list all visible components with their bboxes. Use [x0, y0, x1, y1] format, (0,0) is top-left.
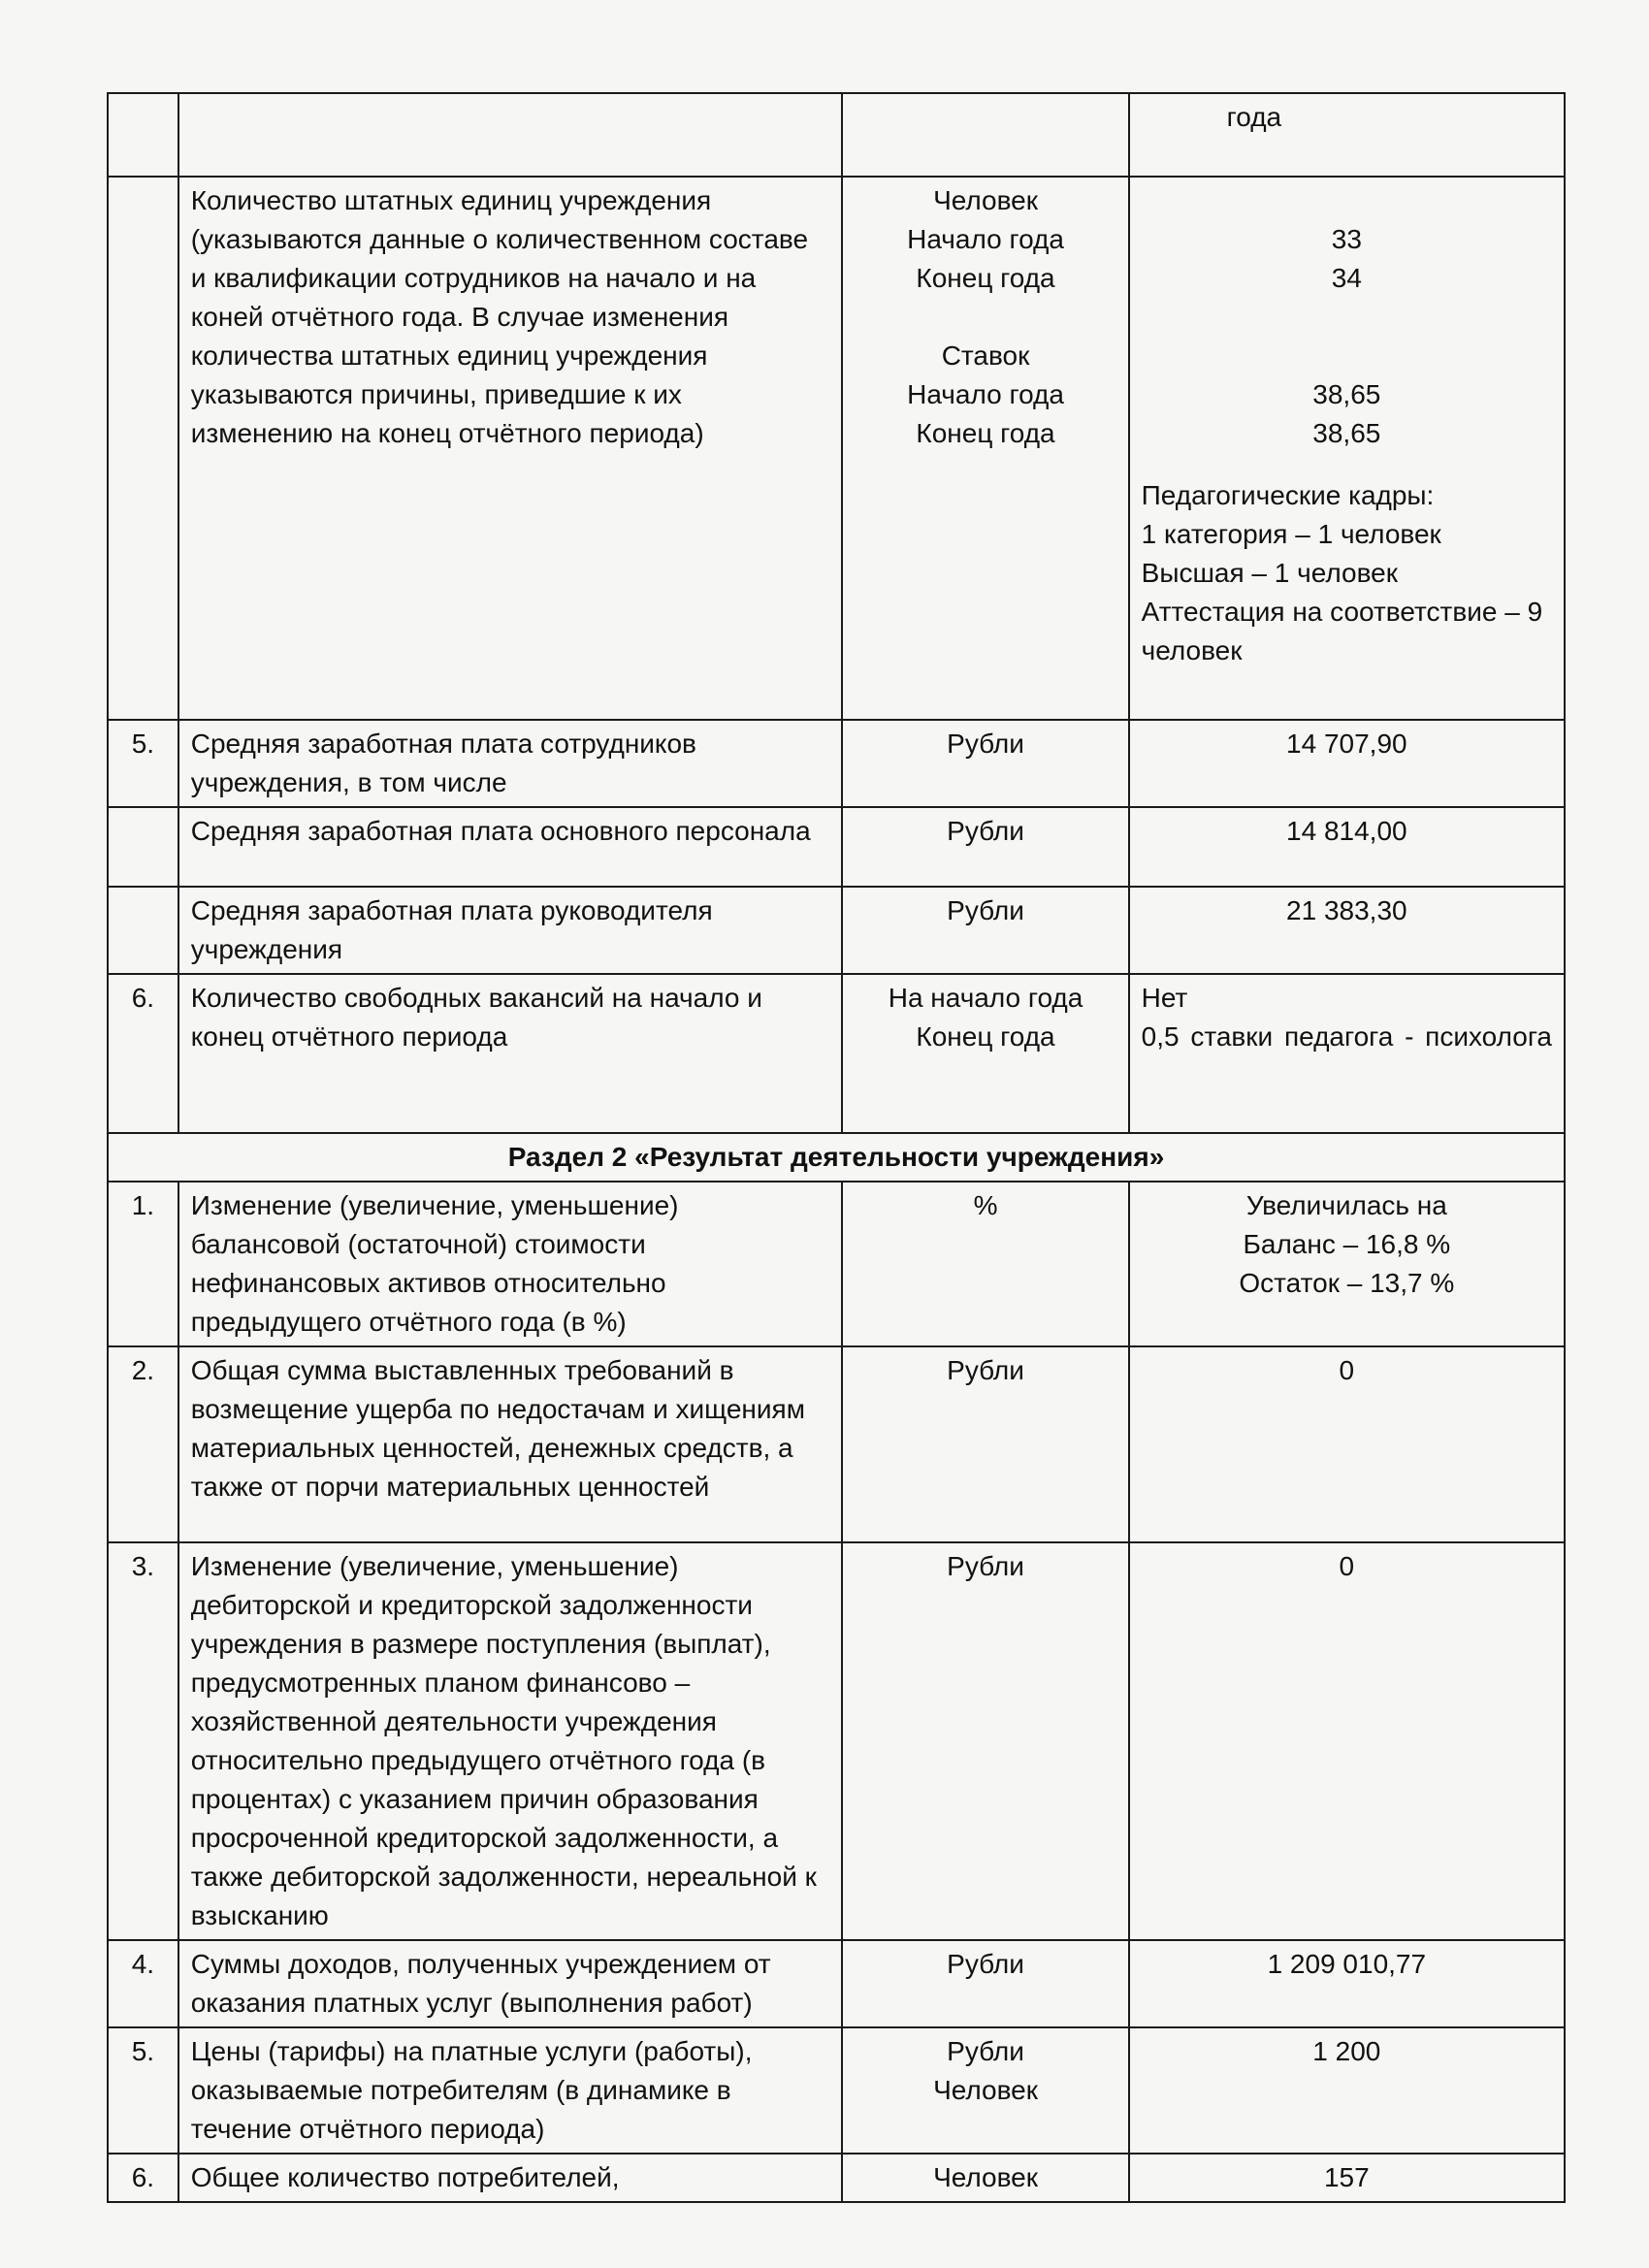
table-row — [108, 2154, 1565, 2202]
row-number: 4. — [108, 1940, 178, 2027]
row-name: Средняя заработная плата руководителя учреждения — [178, 887, 843, 974]
row-unit — [842, 2027, 1128, 2154]
table-row — [108, 93, 1565, 177]
row-number — [108, 807, 178, 887]
row-unit: Человек — [842, 2154, 1128, 2202]
unit-start-year: Начало года — [907, 379, 1064, 409]
value-text: года — [1226, 102, 1282, 132]
ped-staff-category-1: 1 категория – 1 человек — [1141, 519, 1441, 549]
value-balance: Баланс – 16,8 % — [1243, 1229, 1451, 1259]
unit-rubles: Рубли — [947, 2036, 1024, 2066]
section-2-title: Раздел 2 «Результат деятельности учреждения» — [108, 1133, 1565, 1182]
row-unit — [842, 93, 1128, 177]
row-name: Изменение (увеличение, уменьшение) дебиторской и кредиторской задолженности учреждения в размере поступления (выплат), предусмотренных планом финансово – хозяйственной деятельности учреждения относительно предыдущего отчётного года (в процентах) с указанием причин образования просроченной кредиторской задолженности, а также дебиторской задолженности, нереальной к взысканию — [178, 1542, 843, 1940]
table-row — [108, 807, 1565, 887]
ped-staff-highest: Высшая – 1 человек — [1141, 558, 1398, 588]
row-value: 14 814,00 — [1129, 807, 1565, 887]
row-number: 3. — [108, 1542, 178, 1940]
row-value: 21 383,30 — [1129, 887, 1565, 974]
row-name: Общее количество потребителей, — [178, 2154, 843, 2202]
row-name — [178, 93, 843, 177]
value-start-rates: 38,65 — [1312, 379, 1381, 409]
row-value — [1129, 93, 1565, 177]
row-unit — [842, 974, 1128, 1133]
row-value — [1129, 1182, 1565, 1346]
table-row — [108, 887, 1565, 974]
row-value: 1 200 — [1129, 2027, 1565, 2154]
row-value — [1129, 974, 1565, 1133]
row-unit: Рубли — [842, 1940, 1128, 2027]
table-row — [108, 1940, 1565, 2027]
unit-end-year: Конец года — [916, 263, 1055, 293]
table-row — [108, 177, 1565, 720]
row-number — [108, 177, 178, 720]
table-row — [108, 1542, 1565, 1940]
row-value: 0 — [1129, 1542, 1565, 1940]
row-name: Количество свободных вакансий на начало и конец отчётного периода — [178, 974, 843, 1133]
row-name: Изменение (увеличение, уменьшение) балансовой (остаточной) стоимости нефинансовых активов относительно предыдущего отчётного года (в %) — [178, 1182, 843, 1346]
row-number — [108, 93, 178, 177]
row-unit: % — [842, 1182, 1128, 1346]
row-value: 157 — [1129, 2154, 1565, 2202]
unit-start-year: Начало года — [907, 224, 1064, 254]
unit-people: Человек — [933, 2075, 1038, 2105]
value-end-vacancies: 0,5 ставки педагога - психолога — [1141, 1021, 1552, 1052]
row-value — [1129, 177, 1565, 720]
row-number: 2. — [108, 1346, 178, 1542]
unit-end-year: Конец года — [916, 1021, 1055, 1052]
row-number: 5. — [108, 720, 178, 807]
table-row — [108, 974, 1565, 1133]
row-name: Цены (тарифы) на платные услуги (работы), оказываемые потребителям (в динамике в течение отчётного периода) — [178, 2027, 843, 2154]
table-row — [108, 1133, 1565, 1182]
value-start-people: 33 — [1331, 224, 1362, 254]
row-value: 14 707,90 — [1129, 720, 1565, 807]
value-end-rates: 38,65 — [1312, 418, 1381, 448]
row-number — [108, 887, 178, 974]
value-increase-title: Увеличилась на — [1245, 1190, 1447, 1220]
report-table — [107, 92, 1566, 2203]
row-unit: Рубли — [842, 807, 1128, 887]
value-start-vacancies: Нет — [1141, 983, 1188, 1013]
row-name: Средняя заработная плата сотрудников учреждения, в том числе — [178, 720, 843, 807]
row-value: 0 — [1129, 1346, 1565, 1542]
unit-people: Человек — [933, 185, 1038, 215]
row-unit — [842, 177, 1128, 720]
unit-end-year: Конец года — [916, 418, 1055, 448]
value-end-people: 34 — [1331, 263, 1362, 293]
row-unit: Рубли — [842, 887, 1128, 974]
table-row — [108, 1346, 1565, 1542]
value-rest: Остаток – 13,7 % — [1239, 1268, 1455, 1298]
table-row — [108, 2027, 1565, 2154]
row-unit: Рубли — [842, 1542, 1128, 1940]
row-value: 1 209 010,77 — [1129, 1940, 1565, 2027]
row-number: 1. — [108, 1182, 178, 1346]
ped-staff-title: Педагогические кадры: — [1141, 480, 1435, 510]
unit-rates: Ставок — [941, 340, 1030, 371]
row-name: Количество штатных единиц учреждения (указываются данные о количественном составе и квалификации сотрудников на начало и на коней отчётного года. В случае изменения количества штатных единиц учреждения указываются причины, приведшие к их изменению на конец отчётного периода) — [178, 177, 843, 720]
row-unit: Рубли — [842, 1346, 1128, 1542]
row-number: 6. — [108, 2154, 178, 2202]
row-number: 6. — [108, 974, 178, 1133]
row-name: Суммы доходов, полученных учреждением от оказания платных услуг (выполнения работ) — [178, 1940, 843, 2027]
row-name: Средняя заработная плата основного персонала — [178, 807, 843, 887]
row-number: 5. — [108, 2027, 178, 2154]
table-row — [108, 720, 1565, 807]
unit-start-year: На начало года — [888, 983, 1083, 1013]
ped-staff-attestation: Аттестация на соответствие – 9 человек — [1141, 597, 1543, 665]
row-unit: Рубли — [842, 720, 1128, 807]
table-row — [108, 1182, 1565, 1346]
row-name: Общая сумма выставленных требований в возмещение ущерба по недостачам и хищениям материальных ценностей, денежных средств, а также от порчи материальных ценностей — [178, 1346, 843, 1542]
